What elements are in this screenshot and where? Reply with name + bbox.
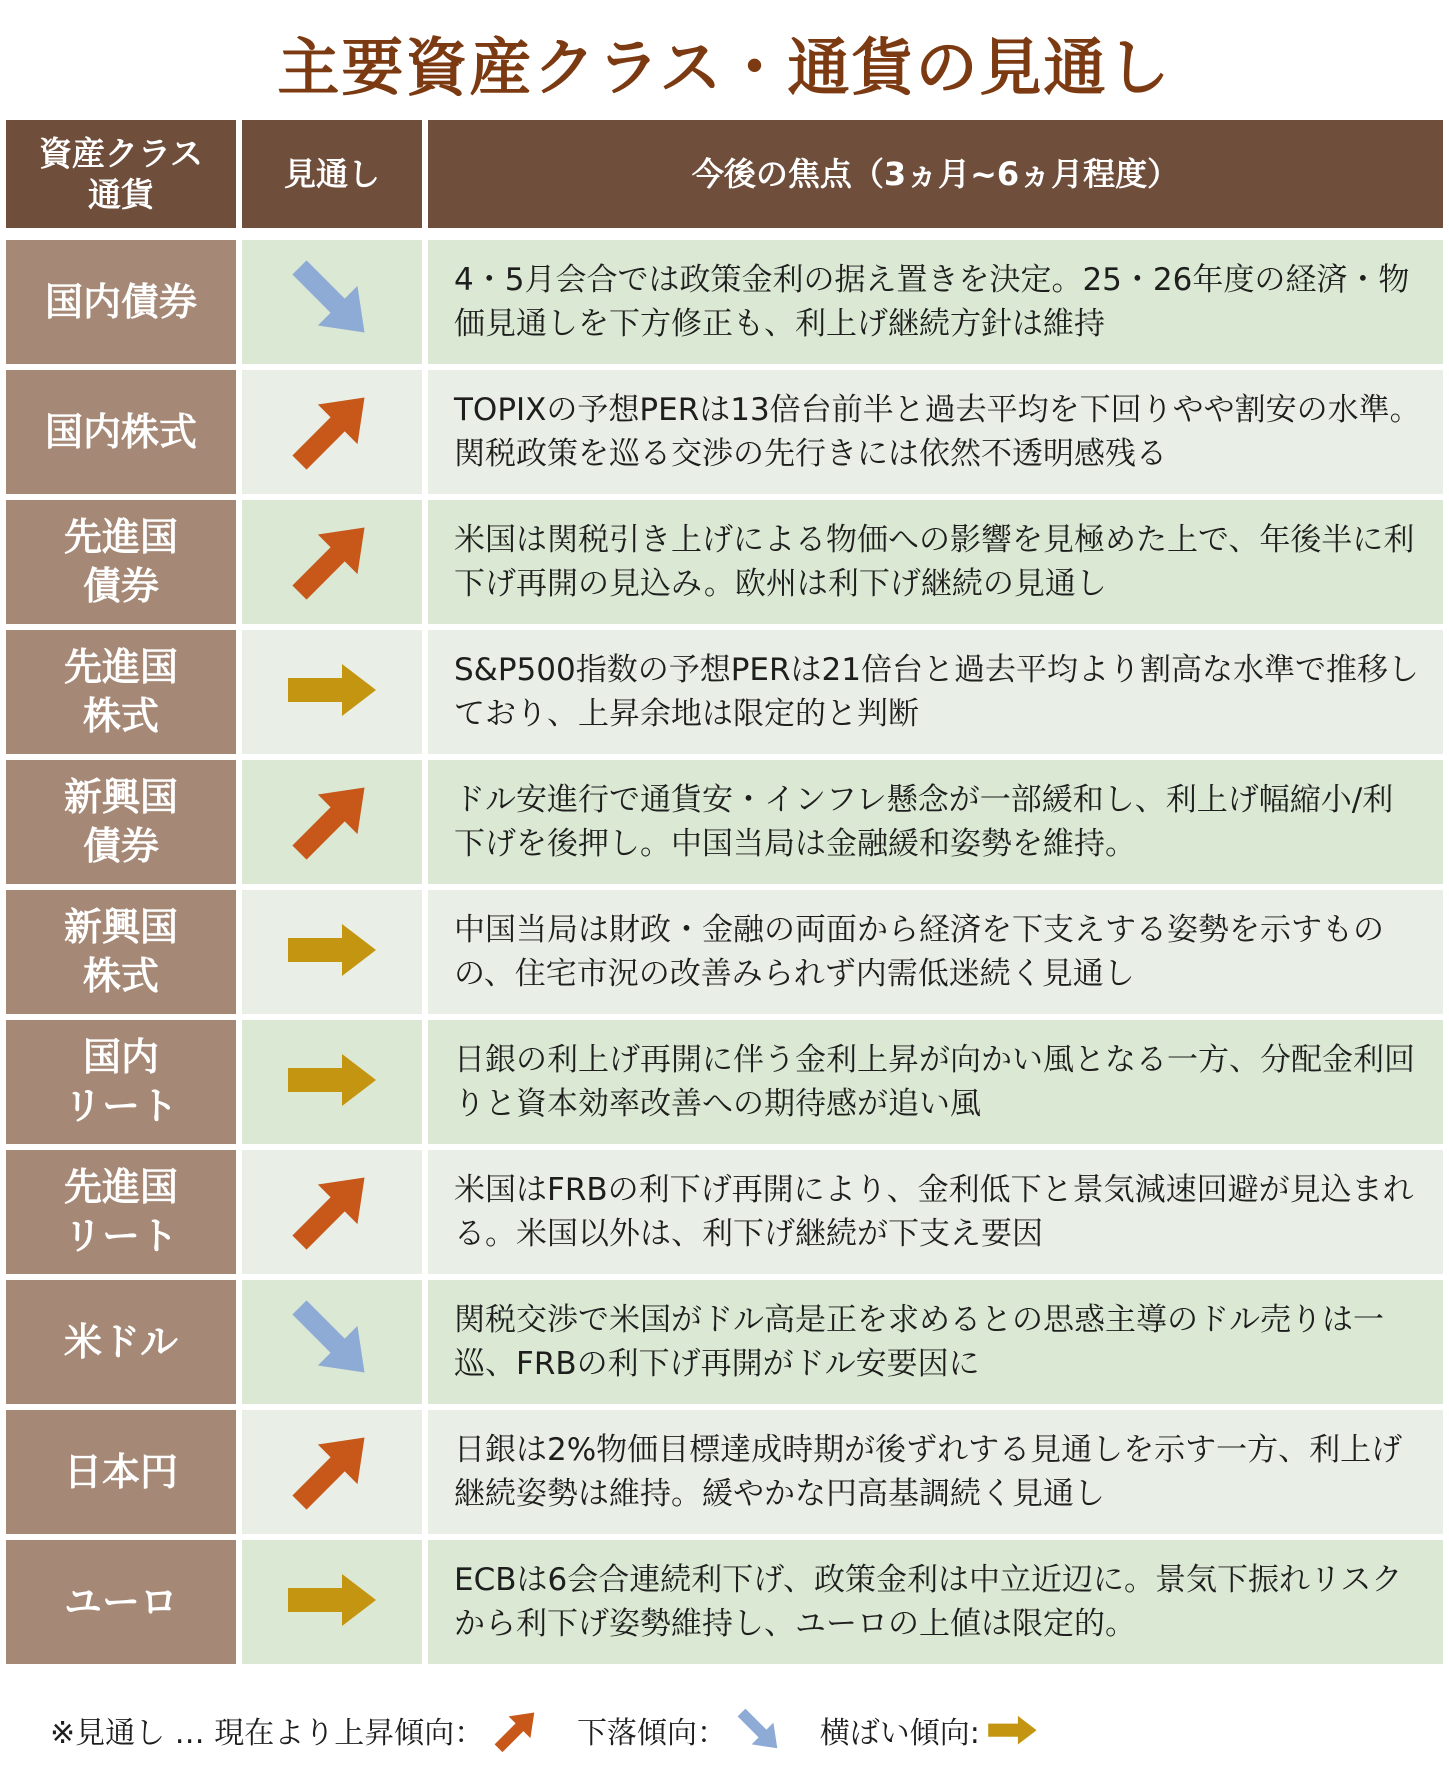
header-outlook: 見通し: [242, 120, 422, 228]
legend: [50, 1700, 1073, 1760]
outlook-cell: [242, 500, 422, 624]
asset-name: ユーロ: [6, 1540, 236, 1664]
focus-text: 米国は関税引き上げによる物価への影響を見極めた上で、年後半に利下げ再開の見込み。欧州は利下げ継続の見通し: [428, 500, 1443, 624]
arrow-right-icon: [284, 906, 380, 998]
page-title: 主要資産クラス・通貨の見通し: [277, 31, 1172, 104]
table-row: [6, 1150, 1443, 1274]
header-asset: 資産クラス 通貨: [6, 120, 236, 228]
arrow-down-right-icon: [284, 1292, 380, 1392]
outlook-cell: [242, 890, 422, 1014]
arrow-right-icon: [284, 646, 380, 738]
outlook-cell: [242, 370, 422, 494]
legend-prefix: ※見通し … 現在より上昇傾向：: [50, 1716, 485, 1751]
focus-text: 日銀は2%物価目標達成時期が後ずれする見通しを示す一方、利上げ継続姿勢は維持。緩やかな円高基調続く見通し: [428, 1410, 1443, 1534]
table-row: [6, 1280, 1443, 1404]
legend-down-label: 下落傾向：: [577, 1716, 728, 1751]
legend-flat-icon: [986, 1706, 1039, 1754]
arrow-down-right-icon: [284, 252, 380, 352]
focus-text: ドル安進行で通貨安・インフレ懸念が一部緩和し、利上げ幅縮小/利下げを後押し。中国当局は金融緩和姿勢を維持。: [428, 760, 1443, 884]
focus-text: S&P500指数の予想PERは21倍台と過去平均より割高な水準で推移しており、上昇余地は限定的と判断: [428, 630, 1443, 754]
legend-down-icon: [733, 1704, 786, 1757]
asset-name: 新興国 債券: [6, 760, 236, 884]
table-row: [6, 500, 1443, 624]
table-body: [6, 240, 1443, 1664]
asset-name: 国内債券: [6, 240, 236, 364]
outlook-cell: [242, 1540, 422, 1664]
arrow-up-right-icon: [284, 512, 380, 612]
arrow-up-right-icon: [284, 1162, 380, 1262]
focus-text: 中国当局は財政・金融の両面から経済を下支えする姿勢を示すものの、住宅市況の改善みられず内需低迷続く見通し: [428, 890, 1443, 1014]
outlook-cell: [242, 760, 422, 884]
asset-name: 日本円: [6, 1410, 236, 1534]
arrow-right-icon: [284, 1036, 380, 1128]
asset-name: 米ドル: [6, 1280, 236, 1404]
outlook-cell: [242, 1280, 422, 1404]
legend-up-icon: [490, 1704, 543, 1757]
asset-name: 国内 リート: [6, 1020, 236, 1144]
table-row: [6, 630, 1443, 754]
table-row: [6, 1410, 1443, 1534]
legend-flat-label: 横ばい傾向:: [819, 1716, 980, 1751]
outlook-cell: [242, 1020, 422, 1144]
asset-name: 先進国 リート: [6, 1150, 236, 1274]
table-row: [6, 1020, 1443, 1144]
arrow-right-icon: [284, 1556, 380, 1648]
asset-name: 国内株式: [6, 370, 236, 494]
asset-name: 新興国 株式: [6, 890, 236, 1014]
table-row: [6, 370, 1443, 494]
table-row: [6, 890, 1443, 1014]
outlook-cell: [242, 1150, 422, 1274]
focus-text: 日銀の利上げ再開に伴う金利上昇が向かい風となる一方、分配金利回りと資本効率改善への期待感が追い風: [428, 1020, 1443, 1144]
header-focus: 今後の焦点（3ヵ月~6ヵ月程度）: [428, 120, 1443, 228]
arrow-up-right-icon: [284, 772, 380, 872]
outlook-cell: [242, 240, 422, 364]
focus-text: ECBは6会合連続利下げ、政策金利は中立近辺に。景気下振れリスクから利下げ姿勢維持し、ユーロの上値は限定的。: [428, 1540, 1443, 1664]
asset-name: 先進国 債券: [6, 500, 236, 624]
focus-text: 関税交渉で米国がドル高是正を求めるとの思惑主導のドル売りは一巡、FRBの利下げ再開がドル安要因に: [428, 1280, 1443, 1404]
arrow-up-right-icon: [284, 1422, 380, 1522]
asset-name: 先進国 株式: [6, 630, 236, 754]
table-row: [6, 760, 1443, 884]
focus-text: TOPIXの予想PERは13倍台前半と過去平均を下回りやや割安の水準。関税政策を巡る交渉の先行きには依然不透明感残る: [428, 370, 1443, 494]
focus-text: 米国はFRBの利下げ再開により、金利低下と景気減速回避が見込まれる。米国以外は、利下げ継続が下支え要因: [428, 1150, 1443, 1274]
outlook-cell: [242, 630, 422, 754]
table-row: [6, 1540, 1443, 1664]
outlook-table: [6, 120, 1443, 1670]
table-header: [6, 120, 1443, 228]
outlook-cell: [242, 1410, 422, 1534]
arrow-up-right-icon: [284, 382, 380, 482]
table-row: [6, 240, 1443, 364]
focus-text: 4・5月会合では政策金利の据え置きを決定。25・26年度の経済・物価見通しを下方修正も、利上げ継続方針は維持: [428, 240, 1443, 364]
